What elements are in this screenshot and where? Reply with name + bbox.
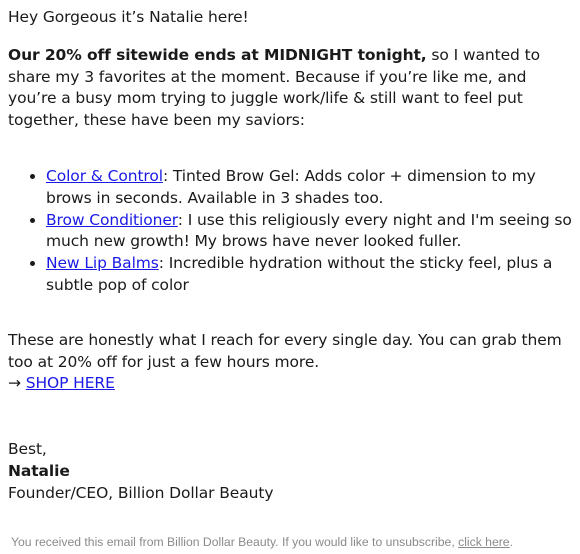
signoff-text: Best, (8, 440, 47, 459)
footer-period: . (509, 535, 513, 549)
sender-title: Founder/CEO, Billion Dollar Beauty (8, 483, 274, 502)
closing-text: These are honestly what I reach for every single day. You can grab them too at 20% off for just a few hours more. (8, 330, 562, 371)
list-item-text: : I use this religiously every night and I'm seeing so much new growth! My brows have never looked fuller. (46, 210, 572, 251)
unsubscribe-footer (11, 535, 513, 549)
intro-paragraph (8, 45, 572, 132)
unsubscribe-link[interactable]: click here (458, 535, 510, 549)
lip-balms-link[interactable]: New Lip Balms (46, 254, 159, 273)
sale-headline: Our 20% off sitewide ends at MIDNIGHT tonight, (8, 45, 427, 64)
color-control-link[interactable]: Color & Control (46, 166, 163, 185)
arrow-icon: → (8, 374, 26, 393)
list-item-text: : Tinted Brow Gel: Adds color + dimension to my brows in seconds. Available in 3 shades too. (46, 166, 536, 207)
sender-name: Natalie (8, 461, 70, 480)
list-item (46, 166, 572, 210)
intro-text: so I wanted to share my 3 favorites at the moment. Because if you’re like me, and you’re a busy mom trying to juggle work/life & still want to feel put together, these have been my saviors: (8, 45, 540, 130)
favorites-list (8, 166, 572, 297)
greeting-text: Hey Gorgeous it’s Natalie here! (8, 8, 249, 26)
shop-here-link[interactable]: SHOP HERE (25, 374, 115, 393)
list-item (46, 253, 572, 297)
closing-paragraph (8, 330, 572, 395)
signature (8, 439, 572, 504)
list-item (46, 210, 572, 254)
list-item-text: : Incredible hydration without the sticky feel, plus a subtle pop of color (46, 254, 553, 294)
footer-text: You received this email from Billion Dollar Beauty. If you would like to unsubscribe, (11, 535, 459, 549)
brow-conditioner-link[interactable]: Brow Conditioner (46, 210, 178, 229)
